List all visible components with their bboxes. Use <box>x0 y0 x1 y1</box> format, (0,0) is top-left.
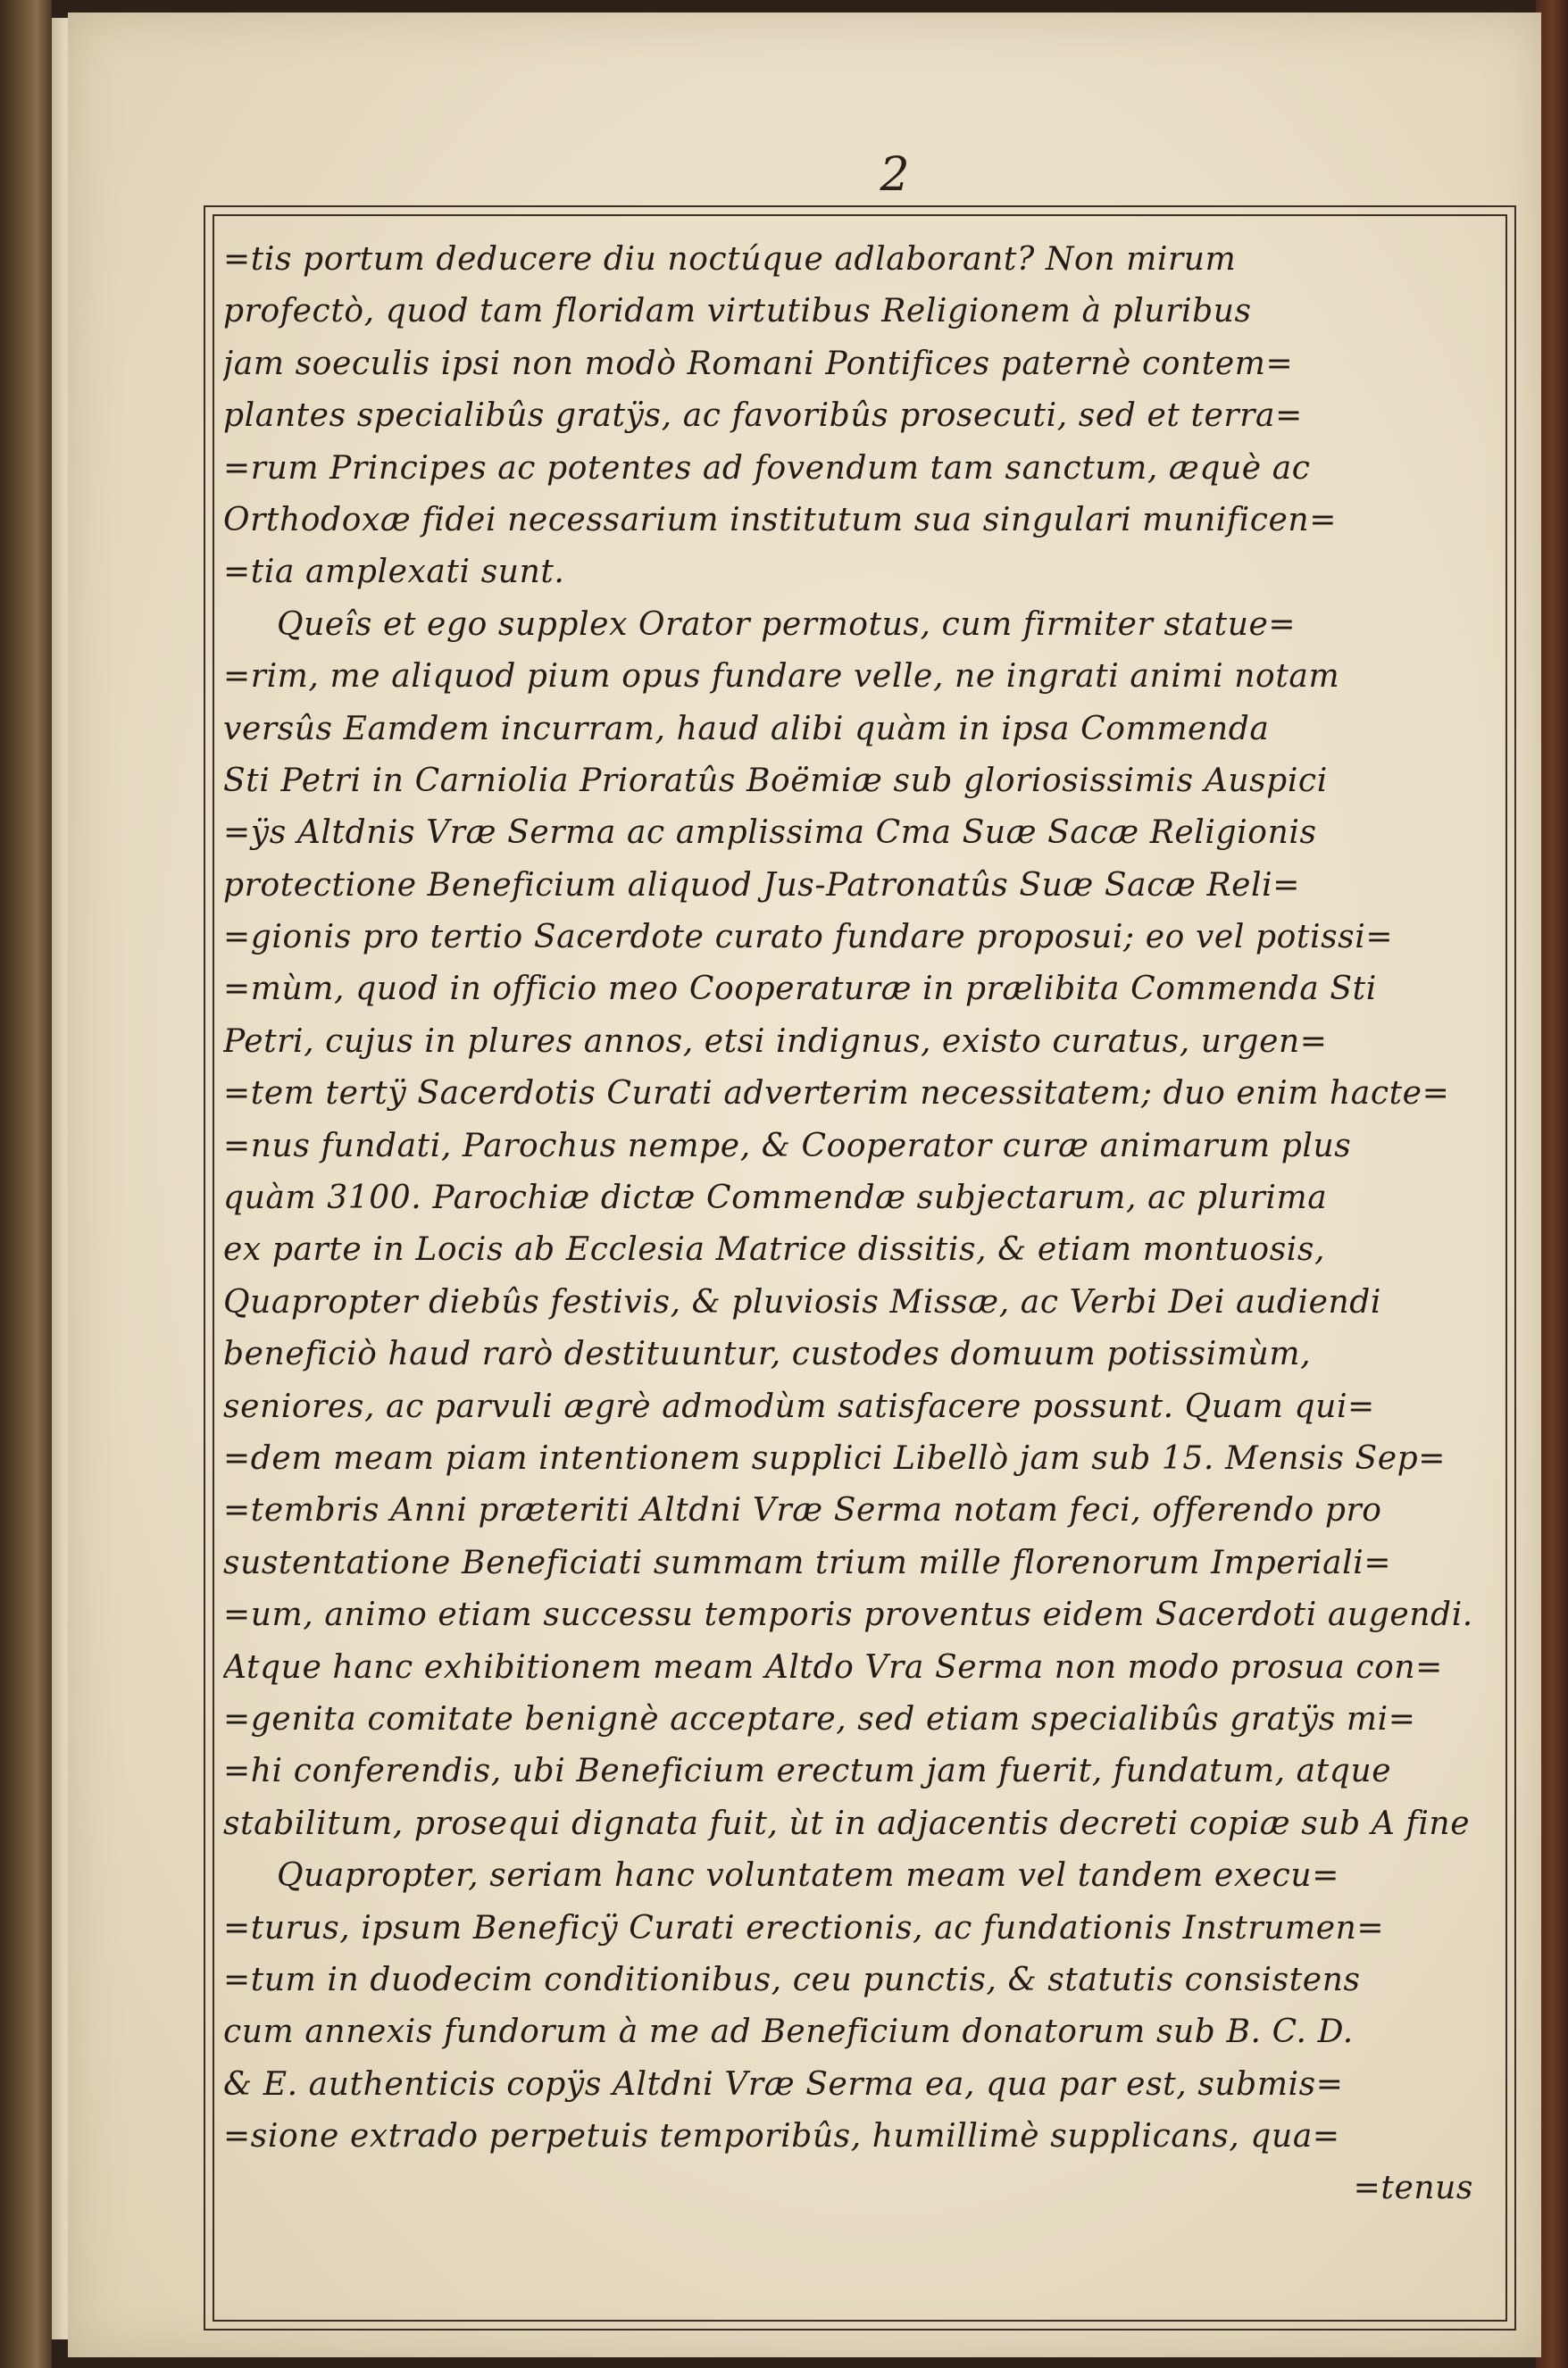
text-line: =rim, me aliquod pium opus fundare velle, ne ingrati animi notam <box>223 658 1340 696</box>
text-line: stabilitum, prosequi dignata fuit, ùt in adjacentis decreti copiæ sub A fine <box>223 1805 1471 1842</box>
text-line: =tum in duodecim conditionibus, ceu punctis, & statutis consistens <box>223 1961 1361 1998</box>
manuscript-text <box>223 234 1500 2215</box>
text-line: =dem meam piam intentionem supplici Libellò jam sub 15. Mensis Sep= <box>223 1439 1447 1477</box>
text-line: =um, animo etiam successu temporis proventus eidem Sacerdoti augendi. <box>223 1597 1473 1634</box>
text-line: Orthodoxæ fidei necessarium institutum sua singulari munificen= <box>223 501 1337 538</box>
text-line: & E. authenticis copÿs Altdni Vræ Serma ea, qua par est, submis= <box>223 2065 1344 2103</box>
text-line: cum annexis fundorum à me ad Beneficium donatorum sub B. C. D. <box>223 2014 1354 2051</box>
text-line: =sione extrado perpetuis temporibûs, humillimè supplicans, qua= <box>223 2118 1340 2155</box>
text-line: =nus fundati, Parochus nempe, & Cooperator curæ animarum plus <box>223 1127 1352 1164</box>
text-line: Atque hanc exhibitionem meam Altdo Vra Serma non modo prosua con= <box>223 1648 1443 1686</box>
text-line: seniores, ac parvuli ægrè admodùm satisfacere possunt. Quam qui= <box>223 1388 1375 1425</box>
text-line: Quapropter, seriam hanc voluntatem meam vel tandem execu= <box>277 1857 1339 1895</box>
text-line: ex parte in Locis ab Ecclesia Matrice dissitis, & etiam montuosis, <box>223 1231 1325 1269</box>
text-line: =mùm, quod in officio meo Cooperaturæ in prælibita Commenda Sti <box>223 971 1377 1008</box>
text-line: =rum Principes ac potentes ad fovendum tam sanctum, æquè ac <box>223 449 1311 487</box>
text-line: =tia amplexati sunt. <box>223 554 565 591</box>
text-line: =gionis pro tertio Sacerdote curato fundare proposui; eo vel potissi= <box>223 919 1394 956</box>
page-number: 2 <box>880 148 910 202</box>
text-line: Sti Petri in Carniolia Prioratûs Boëmiæ sub gloriosissimis Auspici <box>223 762 1328 799</box>
text-line: Quapropter diebûs festivis, & pluviosis Missæ, ac Verbi Dei audiendi <box>223 1283 1382 1321</box>
book-binding <box>0 0 52 2368</box>
text-line: =ÿs Altdnis Vræ Serma ac amplissima Cma Suæ Sacæ Religionis <box>223 814 1317 852</box>
text-line: versûs Eamdem incurram, haud alibi quàm in ipsa Commenda <box>223 710 1270 747</box>
text-line: =tis portum deducere diu noctúque adlaborant? Non mirum <box>223 241 1237 278</box>
text-line: beneficiò haud rarò destituuntur, custodes domuum potissimùm, <box>223 1336 1312 1373</box>
text-line: =genita comitate benignè acceptare, sed etiam specialibûs gratÿs mi= <box>223 1700 1416 1738</box>
text-line: protectione Beneficium aliquod Jus-Patronatûs Suæ Sacæ Reli= <box>223 866 1301 904</box>
text-line: =tembris Anni præteriti Altdni Vræ Serma notam feci, offerendo pro <box>223 1492 1382 1530</box>
text-line: sustentatione Beneficiati summam trium mille florenorum Imperiali= <box>223 1544 1392 1581</box>
text-line: Petri, cujus in plures annos, etsi indignus, existo curatus, urgen= <box>223 1022 1328 1060</box>
text-line: =tem tertÿ Sacerdotis Curati adverterim necessitatem; duo enim hacte= <box>223 1075 1450 1113</box>
text-line: Queîs et ego supplex Orator permotus, cum firmiter statue= <box>277 605 1297 643</box>
text-line: plantes specialibûs gratÿs, ac favoribûs prosecuti, sed et terra= <box>223 397 1303 435</box>
text-line: quàm 3100. Parochiæ dictæ Commendæ subjectarum, ac plurima <box>223 1180 1328 1217</box>
text-line: =tenus <box>1353 2170 1473 2207</box>
text-line: =turus, ipsum Beneficÿ Curati erectionis, ac fundationis Instrumen= <box>223 1909 1385 1947</box>
text-line: profectò, quod tam floridam virtutibus Religionem à pluribus <box>223 293 1252 330</box>
text-line: =hi conferendis, ubi Beneficium erectum jam fuerit, fundatum, atque <box>223 1753 1392 1790</box>
text-line: jam soeculis ipsi non modò Romani Pontifices paternè contem= <box>223 345 1294 382</box>
